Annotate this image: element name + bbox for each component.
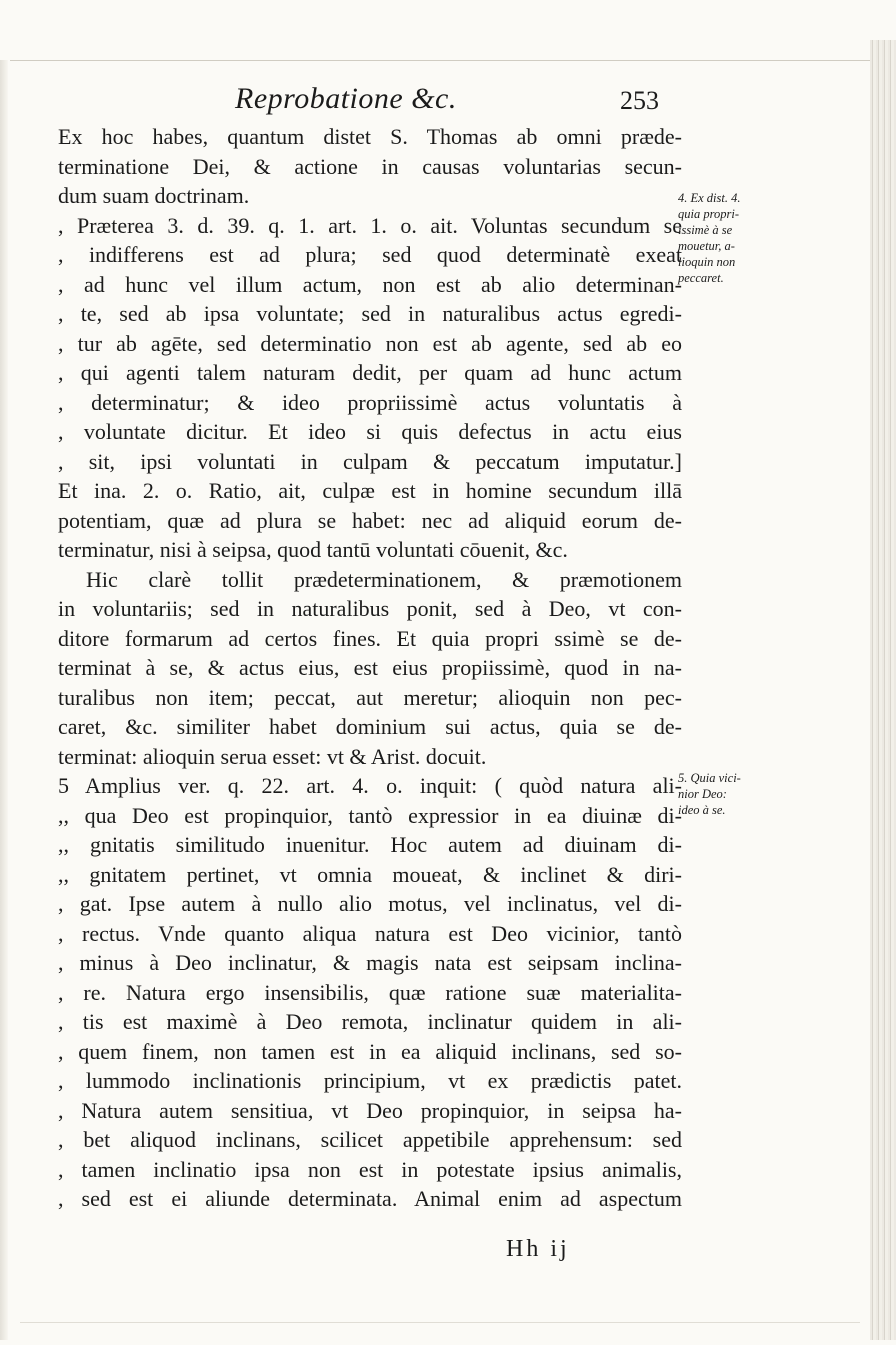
margin-note-line: nior Deo:: [678, 787, 727, 801]
text-line: , tamen inclinatio ipsa non est in potestate ipsius animalis,: [58, 1156, 682, 1182]
text-line: , ad hunc vel illum actum, non est ab alio determinan-: [58, 271, 682, 297]
catchword: Hh ij: [506, 1236, 570, 1262]
text-line: ,, gnitatis similitudo inuenitur. Hoc autem ad diuinam di-: [58, 832, 682, 857]
text-line: , qui agenti talem naturam dedit, per quam ad hunc actum: [58, 360, 682, 385]
text-line: , Natura autem sensitiua, vt Deo propinquior, in seipsa ha-: [58, 1097, 682, 1123]
text-line: , determinatur; & ideo propriissimè actus voluntatis à: [58, 389, 682, 415]
text-line: , tur ab agēte, sed determinatio non est ab agente, sed ab eo: [58, 330, 682, 356]
text-line: 5 Amplius ver. q. 22. art. 4. o. inquit: ( quòd natura ali-: [58, 773, 682, 798]
text-line: terminat à se, & actus eius, est eius propiissimè, quod in na-: [58, 655, 682, 680]
margin-note-line: lioquin non: [678, 255, 736, 269]
page-edge-right: [870, 40, 896, 1340]
text-line: turalibus non item; peccat, aut meretur; alioquin non pec-: [58, 684, 682, 710]
text-line: Ex hoc habes, quantum distet S. Thomas ab omni præde-: [58, 124, 682, 149]
margin-note-line: ideo à se.: [678, 803, 726, 817]
text-line: , tis est maximè à Deo remota, inclinatur quidem in ali-: [58, 1009, 682, 1034]
margin-note-2: [678, 770, 788, 818]
page-edge-left: [0, 60, 8, 1340]
text-line: , sed est ei aliunde determinata. Animal enim ad aspectum: [58, 1186, 682, 1211]
running-title: Reprobatione &c.: [235, 82, 457, 115]
text-line: , indifferens est ad plura; sed quod determinatè exeat: [58, 242, 682, 267]
page-header: [60, 82, 680, 122]
text-line: Et ina. 2. o. Ratio, ait, culpæ est in homine secundum illā: [58, 478, 682, 503]
text-line: Hic clarè tollit prædeterminationem, & præmotionem: [86, 566, 682, 592]
text-line: dum suam doctrinam.: [58, 183, 250, 208]
top-rule: [10, 60, 870, 61]
margin-note-line: 4. Ex dist. 4.: [678, 191, 741, 205]
text-line: terminatione Dei, & actione in causas voluntarias secun-: [58, 153, 682, 179]
text-line: , lummodo inclinationis principium, vt ex prædictis patet.: [58, 1068, 682, 1093]
margin-note-line: quia propri-: [678, 207, 739, 221]
text-line: , rectus. Vnde quanto aliqua natura est Deo vicinior, tantò: [58, 920, 682, 946]
margin-note-line: peccaret.: [678, 271, 724, 285]
text-line: terminat: alioquin serua esset: vt & Arist. docuit.: [58, 743, 487, 769]
text-line: potentiam, quæ ad plura se habet: nec ad aliquid eorum de-: [58, 507, 682, 533]
text-line: , te, sed ab ipsa voluntate; sed in naturalibus actus egredi-: [58, 301, 682, 326]
bottom-rule: [20, 1322, 860, 1323]
page-number: 253: [620, 86, 659, 115]
text-line: ,, qua Deo est propinquior, tantò expressior in ea diuinæ di-: [58, 802, 682, 828]
text-line: ditore formarum ad certos fines. Et quia propri ssimè se de-: [58, 625, 682, 651]
text-line: caret, &c. similiter habet dominium sui actus, quia se de-: [58, 714, 682, 739]
text-line: , voluntate dicitur. Et ideo si quis defectus in actu eius: [58, 419, 682, 444]
margin-note-line: issimè à se: [678, 223, 733, 237]
text-line: , Præterea 3. d. 39. q. 1. art. 1. o. ait. Voluntas secundum se: [58, 212, 682, 238]
text-line: , re. Natura ergo insensibilis, quæ ratione suæ materialita-: [58, 979, 682, 1005]
text-line: terminatur, nisi à seipsa, quod tantū voluntati cōuenit, &c.: [58, 537, 568, 562]
margin-note-1: [678, 190, 788, 286]
text-line: , quem finem, non tamen est in ea aliquid inclinans, sed so-: [58, 1038, 682, 1064]
body-text: [58, 122, 682, 1214]
text-line: , minus à Deo inclinatur, & magis nata est seipsam inclina-: [58, 950, 682, 975]
text-line: , sit, ipsi voluntati in culpam & peccatum imputatur.]: [58, 448, 682, 474]
text-line: , bet aliquod inclinans, scilicet appetibile apprehensum: sed: [58, 1127, 682, 1152]
text-line: ,, gnitatem pertinet, vt omnia moueat, & inclinet & diri-: [58, 861, 682, 887]
margin-note-line: mouetur, a-: [678, 239, 735, 253]
text-line: in voluntariis; sed in naturalibus ponit, sed à Deo, vt con-: [58, 596, 682, 621]
text-line: , gat. Ipse autem à nullo alio motus, vel inclinatus, vel di-: [58, 891, 682, 916]
margin-note-line: 5. Quia vici-: [678, 771, 741, 785]
